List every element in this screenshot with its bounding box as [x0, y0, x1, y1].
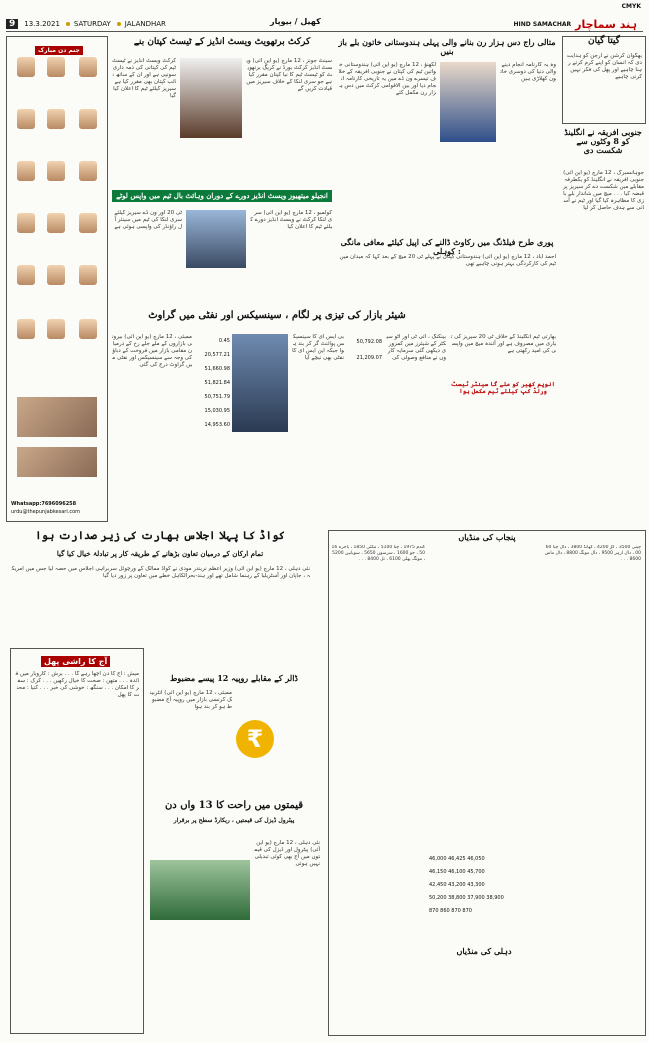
rate-value: 50,200 — [429, 895, 447, 901]
market-headline: شیئر بازار کی تیزی پر لگام ، سینسیکس اور نفٹی میں گراوٹ — [148, 310, 406, 321]
stock-exchange-photo — [232, 334, 288, 432]
rate-value: 870 — [451, 908, 461, 914]
date: 13.3.2021 — [24, 20, 60, 28]
child-photo — [47, 319, 65, 339]
delhi-mandi-heading: دہلی کی منڈیاں — [456, 946, 512, 956]
family-photo — [17, 447, 97, 477]
city: JALANDHAR — [124, 20, 166, 28]
brand-en: HIND SAMACHAR — [513, 21, 572, 28]
story-text: بینکنگ ، آئی ٹی اور آٹو سیکٹر کے شیئرز میں کمزوری دیکھی گئی سرمایہ کاروں نے منافع وصولی کی — [386, 334, 446, 361]
market-figure: 51,660.98 — [204, 366, 230, 372]
rates-table — [328, 530, 646, 1036]
page-number: 9 — [6, 19, 18, 29]
quad-subheadline: تمام ارکان کے درمیان تعاون بڑھانے کے طریقہ کار پر تبادلۂ خیال کیا گیا — [56, 549, 264, 558]
market-figure: 0.45 — [218, 338, 230, 344]
birthday-heading: جنم دن مبارک — [35, 46, 83, 55]
market-figure: 15,030.95 — [204, 408, 230, 414]
mathews-headline: انجیلو میتھیوز ویسٹ انڈیز دورے کے دوران وہائٹ بال ٹیم میں واپس لوٹے — [112, 190, 332, 202]
mithali-photo — [440, 62, 496, 142]
fuel-subheadline: پیٹرول ڈیزل کی قیمتیں ، ریکارڈ سطح پر برقرار — [173, 817, 295, 824]
dot-icon — [66, 22, 70, 26]
family-photo — [17, 397, 97, 437]
whatsapp-text: Whatsapp:7696096258 — [11, 501, 77, 507]
child-photo — [47, 265, 65, 285]
rate-value: 870 — [429, 908, 439, 914]
rates-text: چینی 3500 ، گڑ 4200 ، کھانڈ 3800 ، دال چنا 6000 ، دال ارہر 9500 ، دال مونگ 8800 ، دال ماش 8600 . . . — [544, 545, 641, 562]
braithwaite-photo — [180, 58, 242, 138]
horoscope-box — [10, 648, 144, 1034]
rate-value: 860 — [440, 908, 450, 914]
horoscope-heading: آج کا راشی پھل — [41, 656, 110, 667]
gita-heading: گیتا گیان — [588, 36, 620, 46]
rate-value: 870 — [462, 908, 472, 914]
dot-icon — [117, 22, 121, 26]
rate-value: 46,000 — [429, 856, 447, 862]
story-text: ممبئی ، 12 مارچ (یو این آئی) انٹربینک کرنسی بازار میں روپیہ آج مضبوط ہو کر بند ہوا — [149, 690, 232, 710]
market-figures — [196, 334, 230, 534]
quad-headline: کواڈ کا پہلا اجلاس بھارت کی زیر صدارت ہوا — [35, 529, 285, 542]
child-photo — [79, 109, 97, 129]
rate-value: 43,200 — [448, 882, 466, 888]
rate-value: 46,050 — [467, 856, 485, 862]
child-photo — [79, 319, 97, 339]
market-figure: 14,953.60 — [204, 422, 230, 428]
story-text: جوہانسبرگ ، 12 مارچ (یو این آئی) جنوبی افریقہ نے انگلینڈ کو یکطرفہ مقابلے میں شکست دے کر سیریز پر قبضہ کیا . . . میچ میں شاندار بلے بازی کا مظاہرہ کیا گیا اور ٹیم نے آسانی سے ہدف حاصل کر لیا — [563, 170, 644, 211]
gita-text: بھگوان کرشن نے ارجن کو ہدایت دی کہ انسان کو اپنے کرم کرتے رہنا چاہیے اور پھل کی فکر نہیں کرنی چاہیے — [566, 53, 642, 80]
child-photo — [79, 265, 97, 285]
story-text: ٹی 20 اور ون ڈے سیریز کیلئے سری لنکا کی ٹیم میں سینئر آل راؤنڈر کی واپسی ہوئی ہے — [114, 210, 182, 230]
rate-value: 38,800 — [448, 895, 466, 901]
market-figure: 50,792.08 — [356, 339, 382, 345]
rate-value: 42,450 — [429, 882, 447, 888]
fielding-headline: پوری طرح فیلڈنگ میں رکاوٹ ڈالنے کی اپیل کیلئے معافی مانگی : کوہلی — [340, 237, 554, 256]
story-text: کولمبو ، 12 مارچ (یو این آئی) سری لنکا کرکٹ نے ویسٹ انڈیز دورے کیلئے ٹیم کا اعلان کیا — [250, 210, 332, 230]
rupee-headline: ڈالر کے مقابلے روپیہ 12 پیسے مضبوط — [169, 673, 298, 683]
indian-woman-headline: متالی راج دس ہزار رن بنانے والی پہلی ہندوستانی خاتون بلے باز بنیں — [338, 37, 556, 56]
story-text: سینٹ جونز ، 12 مارچ (یو این آئی) ویسٹ انڈیز کرکٹ بورڈ نے کریگ برتھویٹ کو ٹیسٹ ٹیم کا نیا کپتان مقرر کیا ہے جو سری لنکا کے خلاف سیریز میں قیادت کریں گے — [246, 58, 332, 92]
market-subheadline: انوپم کھیر کو ملے گا سینٹر ٹیسٹ ورلڈ کپ کیلئے ٹیم مکمل ہوا — [451, 381, 555, 395]
brand — [514, 18, 637, 31]
child-photo — [79, 161, 97, 181]
child-photo — [79, 213, 97, 233]
child-photo — [17, 161, 35, 181]
gita-box — [562, 36, 646, 124]
market-figure: 21,209.07 — [356, 355, 382, 361]
south-africa-headline: جنوبی افریقہ نے انگلینڈ کو 8 وکٹوں سے شکست دی — [564, 127, 642, 155]
child-photo — [17, 319, 35, 339]
market-figures — [346, 334, 382, 534]
child-photo — [17, 57, 35, 77]
email-text: urdu@thepunjabkesari.com — [11, 509, 80, 515]
story-text: کرکٹ ویسٹ انڈیز نے ٹیسٹ ٹیم کی کپتانی کی ذمہ داری سونپی ہے اور ان کے ساتھ نائب کپتان بھی مقرر کیا ہے سیریز کیلئے ٹیم کا اعلان کیا گیا — [112, 58, 176, 99]
child-photo — [17, 213, 35, 233]
petrol-pump-photo — [150, 860, 250, 920]
child-photo — [79, 57, 97, 77]
child-photo — [47, 109, 65, 129]
fuel-headline: قیمتوں میں راحت کا 13 واں دن — [164, 800, 304, 811]
market-figure: 50,751.79 — [204, 394, 230, 400]
birthday-box — [6, 36, 108, 522]
rate-value: 37,900 — [467, 895, 485, 901]
story-text: احمد آباد ، 12 مارچ (یو این آئی) ہندوستانی کپتان نے پہلے ٹی 20 میچ کے بعد کہا کہ میدان میں ٹیم کی کارکردگی بہتر ہونی چاہیے تھی — [339, 254, 556, 267]
story-text: ممبئی ، 12 مارچ (یو این آئی) بیرونی بازاروں کے ملے جلے رخ کے درمیان مقامی بازار میں فروخت کے دباؤ کی وجہ سے سینسیکس اور نفٹی میں گراوٹ درج کی گئی — [112, 334, 192, 368]
child-photo — [17, 265, 35, 285]
story-text: نئی دہلی ، 12 مارچ (یو این آئی) وزیر اعظم نریندر مودی نے کواڈ ممالک کے ورچوئل سربراہی اجلاس میں حصہ لیا جس میں امریکہ ، جاپان اور آسٹریلیا کے رہنما شامل تھے اور ہند-بحرالکاہل خطے میں تعاون پر زور دیا گیا — [11, 566, 310, 579]
story-text: بی ایس ای کا سینسیکس پوائنٹ گر کر بند ہوا جبکہ این ایس ای کا نفٹی بھی نیچے آیا — [292, 334, 344, 361]
child-photo — [17, 109, 35, 129]
color-mark: CMYK — [621, 3, 641, 10]
rate-value: 38,900 — [486, 895, 504, 901]
mathews-photo — [186, 210, 246, 268]
rate-value: 46,425 — [448, 856, 466, 862]
market-figure: 51,821.84 — [204, 380, 230, 386]
rate-value: 46,150 — [429, 869, 447, 875]
story-text: لکھنؤ ، 12 مارچ (یو این آئی) ہندوستانی خواتین ٹیم کی کپتان نے جنوبی افریقہ کے خلاف تیسرے ون ڈے میں یہ تاریخی کارنامہ انجام دیا اور بین الاقوامی کرکٹ میں دس ہزار رن مکمل کئے — [338, 62, 436, 96]
rate-value: 46,100 — [448, 869, 466, 875]
child-photo — [47, 213, 65, 233]
story-text: نئی دہلی ، 12 مارچ (یو این آئی) پیٹرول اور ڈیزل کی قیمتوں میں آج بھی کوئی تبدیلی نہیں ہوئی — [254, 840, 320, 867]
mandi-heading: پنجاب کی منڈیاں — [458, 532, 516, 542]
story-text: وہ یہ کارنامہ انجام دینے والی دنیا کی دوسری خاتون کھلاڑی ہیں — [500, 62, 556, 82]
rupee-icon: ₹ — [236, 720, 274, 758]
brand-ur: ہند سماچار — [575, 18, 637, 31]
story-text: بھارتی ٹیم انگلینڈ کے خلاف ٹی 20 سیریز کی تیاری میں مصروف ہے اور آئندہ میچ میں واپسی کی امید رکھتی ہے — [450, 334, 556, 354]
horoscope-text: میش : آج کا دن اچھا رہے گا . . . برش : کاروبار میں فائدہ . . . متھن : صحت کا خیال رکھیں . . . کرک : سفر کا امکان . . . سنگھ : خوشی کی خبر . . . کنیا : محنت کا پھل — [15, 671, 139, 698]
day: SATURDAY — [73, 20, 111, 28]
section-title: کھیل / بیوپار — [270, 17, 321, 26]
rates-text: گندم 1975 ، چنا 5100 ، مکئی 1850 ، باجرہ 1650 ، جو 1600 ، سرسوں 5650 ، سویابین 5200 ، مونگ پھلی 6100 ، تل 8400 . . . — [331, 545, 425, 562]
child-photo — [47, 57, 65, 77]
rate-value: 43,300 — [467, 882, 485, 888]
rate-row — [429, 853, 539, 933]
market-figure: 20,577.21 — [204, 352, 230, 358]
rate-value: 45,700 — [467, 869, 485, 875]
child-photo — [47, 161, 65, 181]
cricket-captain-headline: کرکٹ برتھویٹ ویسٹ انڈیز کے ٹیسٹ کپتان بنے — [133, 37, 311, 47]
